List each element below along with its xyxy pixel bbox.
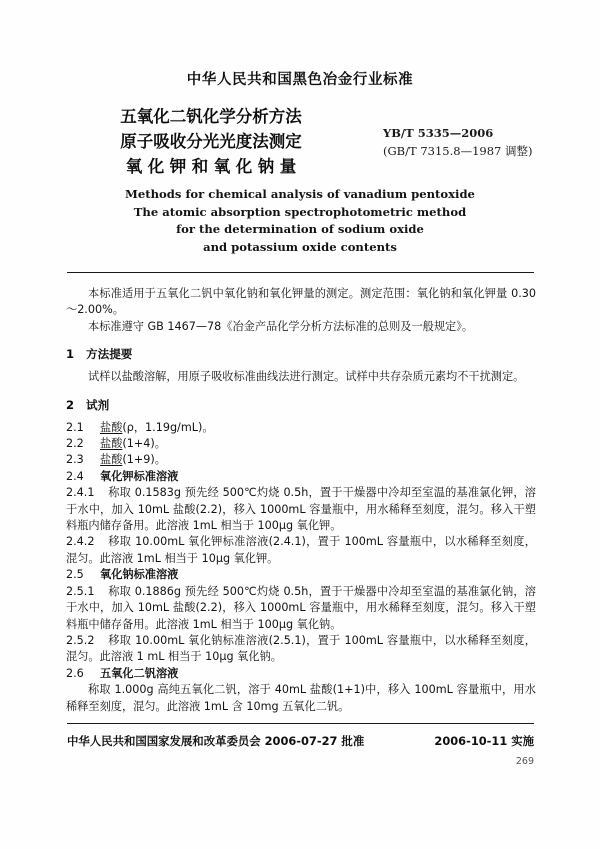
english-title-line-4: and potassium oxide contents	[203, 239, 397, 254]
reagent-name-2-1: 盐酸	[100, 420, 123, 434]
reagent-label-2-5-2: 2.5.2	[66, 633, 95, 647]
document-body	[66, 286, 536, 715]
section-heading-1	[66, 346, 536, 362]
reagent-detail-2-2: (1+4)。	[122, 437, 166, 451]
standard-number-block	[383, 125, 563, 160]
reagent-heading-2-4: 氧化钾标准溶液	[100, 469, 179, 483]
standard-replaces: (GB/T 7315.8—1987 调整)	[383, 144, 533, 158]
document-title	[66, 104, 356, 179]
approval-statement: 中华人民共和国国家发展和改革委员会 2006-07-27 批准	[67, 734, 365, 748]
footer-divider	[67, 723, 534, 724]
reagent-text-2-6: 称取 1.000g 高纯五氧化二钒，溶于 40mL 盐酸(1+1)中，移入 100mL 容量瓶中，用水稀释至刻度，混匀。此溶液 1mL 含 10mg 五氧化二钒。	[66, 683, 536, 713]
scope-paragraph-1: 本标准适用于五氧化二钒中氧化钠和氧化钾量的测定。测定范围：氧化钠和氧化钾量 0.30～2.00%。	[66, 287, 536, 317]
spacer	[66, 413, 536, 420]
title-line-2: 原子吸收分光光度法测定	[120, 132, 302, 151]
reagent-item-2-4-2	[66, 534, 536, 567]
reagent-detail-2-1: (ρ，1.19g/mL)。	[122, 420, 214, 434]
reagent-item-2-4	[66, 469, 536, 485]
english-title-line-3: for the determination of sodium oxide	[176, 222, 424, 236]
reagent-text-2-4-1: 称取 0.1583g 预先经 500℃灼烧 0.5h，置于干燥器中冷却至室温的基准氯化钾，溶于水中，加入 10mL 盐酸(2.2)，移入 1000mL 容量瓶中，用水稀释至刻度，混匀。移入干塑料瓶内储存备用。此溶液 1mL 相当于 100μg 氧化钾。	[66, 486, 536, 533]
section-title-2: 试剂	[86, 397, 110, 412]
reagent-name-2-3: 盐酸	[100, 453, 123, 467]
reagent-text-2-5-1: 称取 0.1886g 预先经 500℃灼烧 0.5h，置于干燥器中冷却至室温的基准氯化钠，溶于水中，加入 10mL 盐酸(2.2)，移入 1000mL 容量瓶中，用水稀释至刻度，混匀。移入干塑料瓶中储存备用。此溶液 1mL 相当于 100μg 氧化钠。	[66, 584, 536, 631]
header-divider	[67, 272, 534, 273]
title-line-1: 五氧化二钒化学分析方法	[120, 107, 302, 126]
document-footer	[67, 733, 534, 749]
spacer	[66, 335, 536, 346]
reagent-label-2-6: 2.6	[66, 666, 84, 680]
reagent-item-2-1	[66, 420, 536, 436]
reagent-heading-2-6: 五氧化二钒溶液	[100, 666, 179, 680]
section-title-1: 方法提要	[86, 347, 133, 362]
spacer	[66, 386, 536, 397]
reagent-label-2-1: 2.1	[66, 420, 84, 434]
reagent-item-2-2	[66, 436, 536, 452]
reagent-item-2-5	[66, 567, 536, 583]
section-number-1: 1	[66, 347, 75, 362]
english-title-line-2: The atomic absorption spectrophotometric method	[133, 204, 467, 219]
reagent-label-2-4: 2.4	[66, 469, 84, 483]
reagent-item-2-5-1	[66, 584, 536, 633]
reagent-label-2-5: 2.5	[66, 568, 84, 582]
reagent-name-2-2: 盐酸	[100, 437, 123, 451]
standard-code: YB/T 5335—2006	[383, 126, 494, 140]
scope-paragraph-2: 本标准遵守 GB 1467—78《冶金产品化学分析方法标准的总则及一般规定》。	[88, 319, 474, 333]
section-number-2: 2	[66, 397, 75, 412]
title-block	[0, 104, 600, 184]
reagent-label-2-4-1: 2.4.1	[66, 486, 95, 500]
reagent-item-2-6	[66, 666, 536, 682]
reagent-text-2-4-2: 移取 10.00mL 氧化钾标准溶液(2.4.1)，置于 100mL 容量瓶中，以水稀释至刻度，混匀。此溶液 1mL 相当于 10μg 氧化钾。	[66, 535, 536, 565]
reagent-text-2-5-2: 移取 10.00mL 氧化钠标准溶液(2.5.1)，置于 100mL 容量瓶中，以水稀释至刻度，混匀。此溶液 1 mL 相当于 10μg 氧化钠。	[66, 633, 536, 664]
reagent-item-2-3	[66, 452, 536, 468]
spacer	[66, 362, 536, 369]
title-line-3: 氧化钾和氧化钠量	[125, 157, 302, 176]
reagent-label-2-5-1: 2.5.1	[66, 584, 95, 598]
issuing-authority-header: 中华人民共和国黑色冶金行业标准	[186, 72, 414, 88]
english-title-line-1: Methods for chemical analysis of vanadium pentoxide	[125, 187, 475, 201]
reagent-item-2-4-1	[66, 485, 536, 534]
reagent-item-2-5-2	[66, 633, 536, 666]
english-title	[0, 186, 600, 256]
reagent-label-2-2: 2.2	[66, 437, 84, 451]
section-1-body: 试样以盐酸溶解，用原子吸收标准曲线法进行测定。试样中共存杂质元素均不干扰测定。	[88, 370, 525, 384]
reagent-detail-2-3: (1+9)。	[122, 453, 166, 467]
reagent-label-2-4-2: 2.4.2	[66, 535, 95, 549]
page-number: 269	[515, 756, 534, 767]
implementation-date: 2006-10-11 实施	[434, 734, 534, 748]
section-heading-2	[66, 397, 536, 413]
reagent-label-2-3: 2.3	[66, 453, 84, 467]
reagent-heading-2-5: 氧化钠标准溶液	[100, 568, 179, 582]
